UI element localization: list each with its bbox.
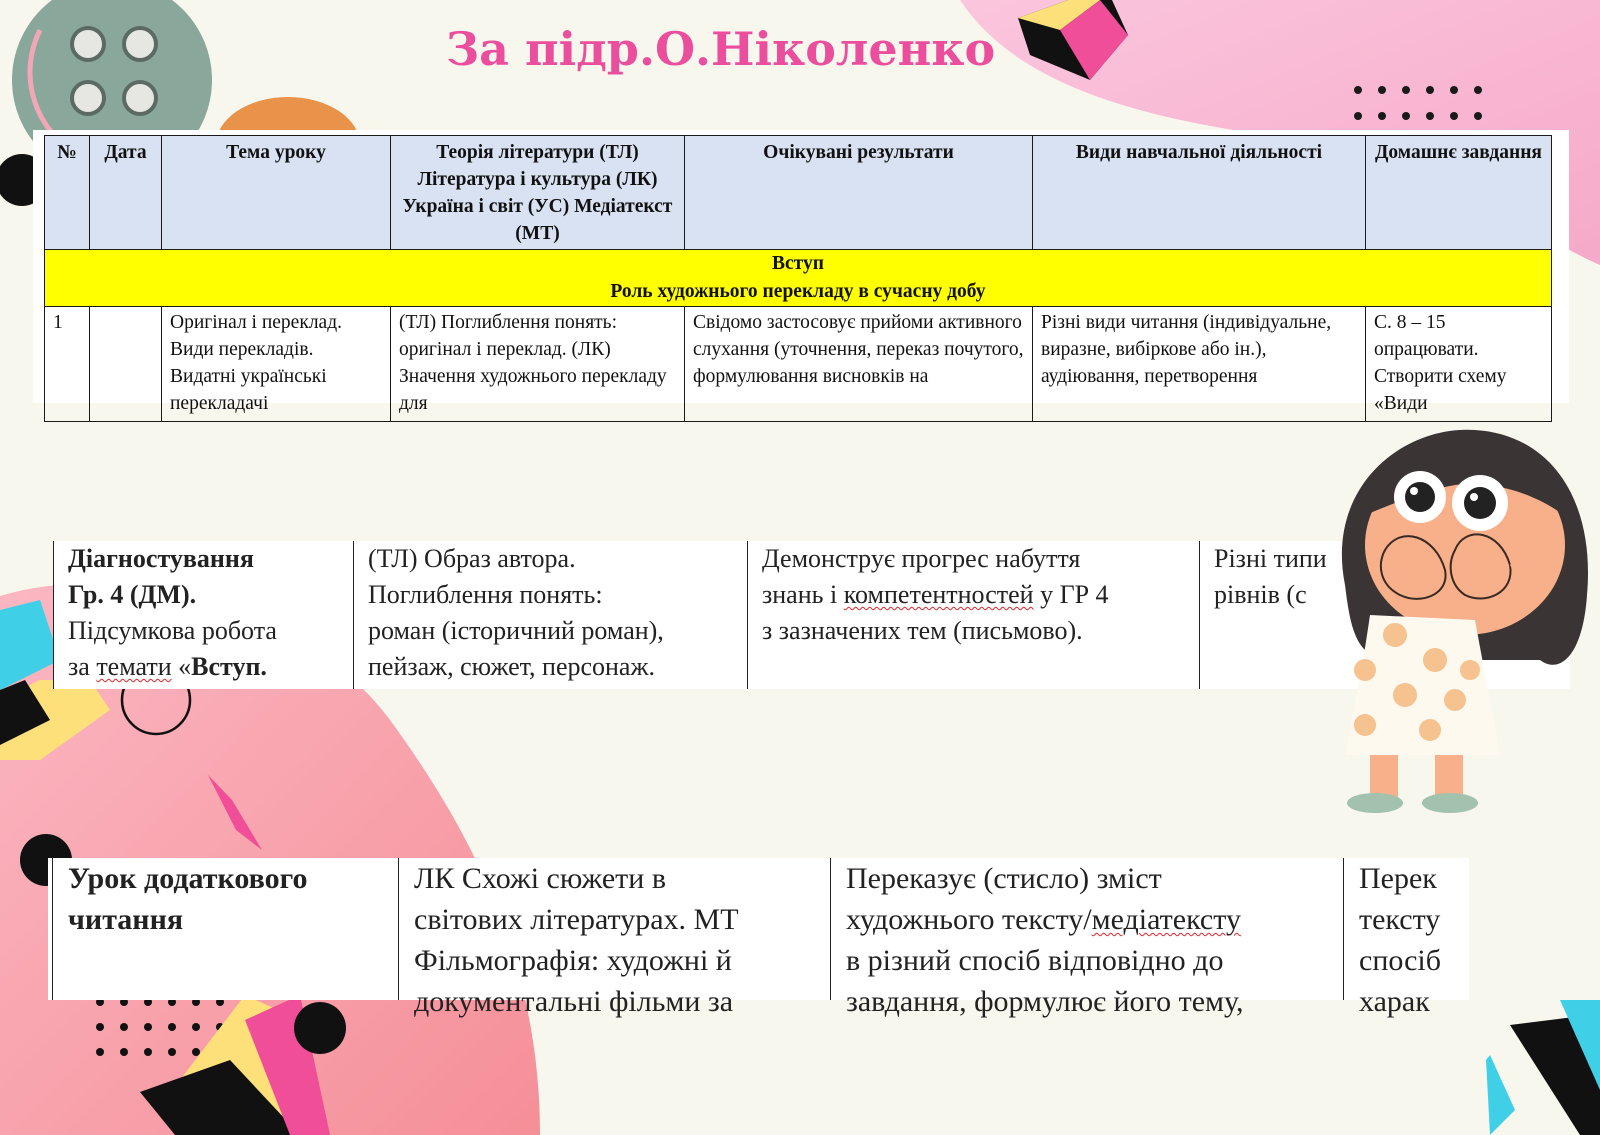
header-number: № xyxy=(45,136,90,250)
extra-line-1: Урок додаткового xyxy=(68,862,308,895)
header-activities: Види навчальної діяльності xyxy=(1033,136,1366,250)
results2-line-3: з зазначених тем (письмово). xyxy=(762,616,1083,645)
theory2-line-1: (ТЛ) Образ автора. xyxy=(368,544,576,573)
cell-activities: Різні види читання (індивідуальне, виразне, вибіркове або ін.), аудіювання, перетворення xyxy=(1033,307,1366,422)
activities2-line-1: Різні типи xyxy=(1214,544,1327,573)
cell-topic: Оригінал і переклад. Види перекладів. Видатні українські перекладачі xyxy=(162,307,391,422)
lesson-plan-table xyxy=(44,135,1552,422)
extra-line-2: читання xyxy=(68,903,184,936)
diag-line-1: Діагностування xyxy=(68,544,254,573)
table-excerpt-1 xyxy=(33,130,1569,414)
surprised-girl-illustration xyxy=(1325,425,1595,845)
activities2-line-2: рівнів (с xyxy=(1214,580,1307,609)
cell-theory-2 xyxy=(353,541,734,689)
diag-line-3: Підсумкова робота xyxy=(68,616,277,645)
results3-line-4: завдання, формулює його тему, xyxy=(846,985,1244,1018)
table-excerpt-3 xyxy=(48,858,1469,1018)
cell-results-2 xyxy=(747,541,1199,689)
diag-line-2: Гр. 4 (ДМ). xyxy=(68,580,197,609)
results2-line-1: Демонструє прогрес набуття xyxy=(762,544,1081,573)
results2-line-2: знань і компетентностей у ГР 4 xyxy=(762,580,1109,609)
theory2-line-3: роман (історичний роман), xyxy=(368,616,664,645)
table-header-row xyxy=(45,136,1552,250)
cell-extra-reading xyxy=(52,858,398,1000)
table-row xyxy=(45,307,1552,422)
cell-results: Свідомо застосовує прийоми активного слухання (уточнення, переказ почутого, формулювання висновків на xyxy=(685,307,1033,422)
theory3-line-4: документальні фільми за xyxy=(414,985,734,1018)
activities3-line-1: Перек xyxy=(1359,862,1437,895)
results3-line-3: в різний спосіб відповідно до xyxy=(846,944,1224,977)
black-dot-bottom xyxy=(294,1002,346,1054)
header-homework: Домашнє завдання xyxy=(1366,136,1552,250)
activities3-line-4: харак xyxy=(1359,985,1430,1018)
theory3-line-2: світових літературах. МТ xyxy=(414,903,739,936)
theory3-line-1: ЛК Схожі сюжети в xyxy=(414,862,666,895)
header-topic: Тема уроку xyxy=(162,136,391,250)
header-results: Очікувані результати xyxy=(685,136,1033,250)
cell-date xyxy=(90,307,162,422)
section-title: Вступ xyxy=(772,253,824,274)
theory2-line-2: Поглиблення понять: xyxy=(368,580,603,609)
cell-homework: С. 8 – 15 опрацювати. Створити схему «Види xyxy=(1366,307,1552,422)
cell-diagnostics xyxy=(53,541,353,689)
section-row xyxy=(45,250,1552,307)
cell-results-3 xyxy=(830,858,1334,1018)
cell-theory-3 xyxy=(398,858,823,1018)
section-cell xyxy=(45,250,1552,307)
header-theory: Теорія літератури (ТЛ) Література і культура (ЛК) Україна і світ (УС) Медіатекст (МТ) xyxy=(391,136,685,250)
results3-line-1: Переказує (стисло) зміст xyxy=(846,862,1162,895)
page-title: За підр.О.Ніколенко xyxy=(446,22,996,76)
cyan-shape-bottom-right xyxy=(1486,1055,1515,1135)
cell-activities-3 xyxy=(1343,858,1469,1018)
results3-line-2: художнього тексту/медіатексту xyxy=(846,903,1241,936)
cell-theory: (ТЛ) Поглиблення понять: оригінал і переклад. (ЛК) Значення художнього перекладу для xyxy=(391,307,685,422)
header-date: Дата xyxy=(90,136,162,250)
theory3-line-3: Фільмографія: художні й xyxy=(414,944,732,977)
theory2-line-4: пейзаж, сюжет, персонаж. xyxy=(368,652,655,681)
cell-number: 1 xyxy=(45,307,90,422)
section-subtitle: Роль художнього перекладу в сучасну добу xyxy=(610,281,986,302)
diag-line-4: за темати «Вступ. xyxy=(68,652,267,681)
activities3-line-3: спосіб xyxy=(1359,944,1442,977)
activities3-line-2: тексту xyxy=(1359,903,1441,936)
